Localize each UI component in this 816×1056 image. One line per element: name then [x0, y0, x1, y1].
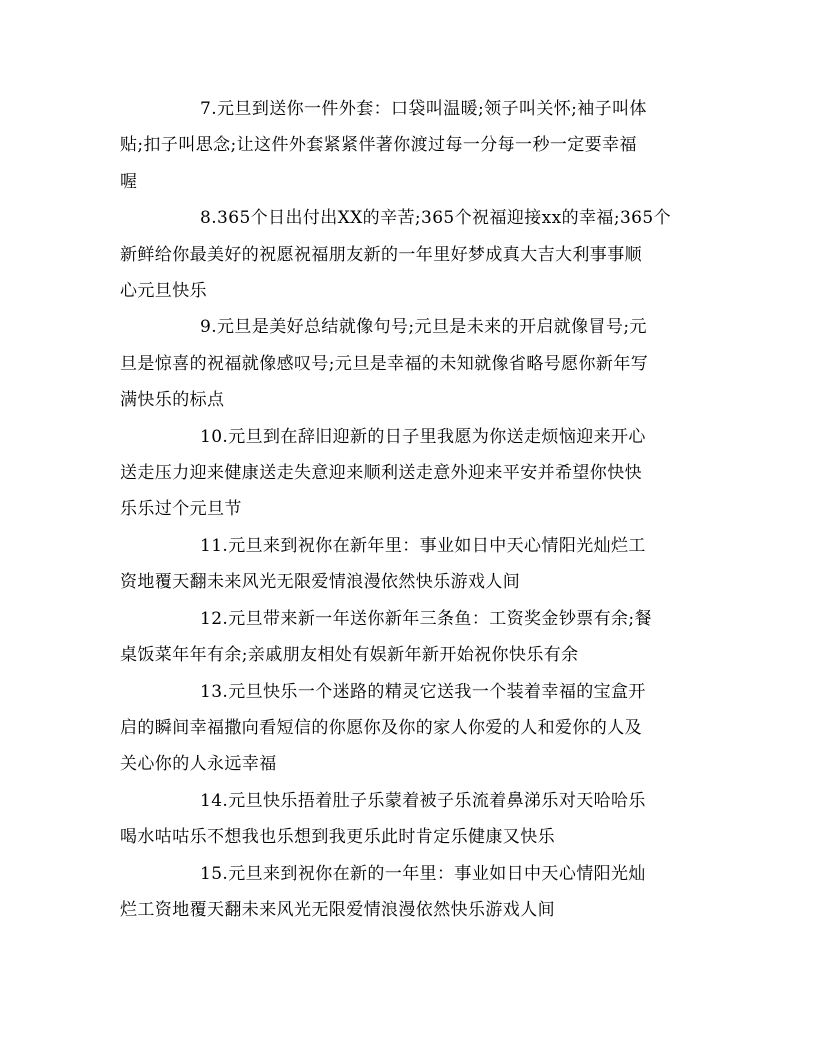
- para-14-line-2: 喝水咕咕乐不想我也乐想到我更乐此时肯定乐健康又快乐: [120, 827, 555, 848]
- document-body: [120, 91, 696, 928]
- paragraph-9: [120, 309, 696, 418]
- para-11-line-1: 11.元旦来到祝你在新年里：事业如日中天心情阳光灿烂工: [200, 535, 646, 556]
- para-9-line-1: 9.元旦是美好总结就像句号;元旦是未来的开启就像冒号;元: [200, 317, 647, 338]
- para-8-line-3: 心元旦快乐: [120, 281, 207, 302]
- paragraph-8: [120, 200, 696, 309]
- para-8-line-1: 8.365个日出付出XX的辛苦;365个祝福迎接xx的幸福;365个: [200, 208, 671, 229]
- para-15-line-2: 烂工资地覆天翻未来风光无限爱情浪漫依然快乐游戏人间: [120, 899, 555, 920]
- paragraph-10: [120, 419, 696, 528]
- paragraph-13: [120, 674, 696, 783]
- paragraph-12: [120, 601, 696, 674]
- paragraph-11: [120, 528, 696, 601]
- para-12-line-2: 桌饭菜年年有余;亲戚朋友相处有娱新年新开始祝你快乐有余: [120, 645, 579, 666]
- paragraph-15: [120, 856, 696, 929]
- para-12-line-1: 12.元旦带来新一年送你新年三条鱼：工资奖金钞票有余;餐: [200, 608, 652, 629]
- para-8-line-2: 新鲜给你最美好的祝愿祝福朋友新的一年里好梦成真大吉大利事事顺: [120, 244, 642, 265]
- para-7-line-3: 喔: [120, 171, 138, 192]
- para-13-line-2: 启的瞬间幸福撒向看短信的你愿你及你的家人你爱的人和爱你的人及: [120, 717, 642, 738]
- para-10-line-3: 乐乐过个元旦节: [120, 499, 242, 520]
- para-9-line-3: 满快乐的标点: [120, 390, 225, 411]
- para-10-line-1: 10.元旦到在辞旧迎新的日子里我愿为你送走烦恼迎来开心: [200, 426, 646, 447]
- para-13-line-1: 13.元旦快乐一个迷路的精灵它送我一个装着幸福的宝盒开: [200, 681, 646, 702]
- para-14-line-1: 14.元旦快乐捂着肚子乐蒙着被子乐流着鼻涕乐对天哈哈乐: [200, 790, 646, 811]
- para-9-line-2: 旦是惊喜的祝福就像感叹号;元旦是幸福的未知就像省略号愿你新年写: [120, 353, 649, 374]
- para-15-line-1: 15.元旦来到祝你在新的一年里：事业如日中天心情阳光灿: [200, 863, 646, 884]
- para-10-line-2: 送走压力迎来健康送走失意迎来顺利送走意外迎来平安并希望你快快: [120, 463, 642, 484]
- para-13-line-3: 关心你的人永远幸福: [120, 754, 277, 775]
- para-7-line-2: 贴;扣子叫思念;让这件外套紧紧伴著你渡过每一分每一秒一定要幸福: [120, 135, 637, 156]
- paragraph-7: [120, 91, 696, 200]
- paragraph-14: [120, 783, 696, 856]
- para-7-line-1: 7.元旦到送你一件外套：口袋叫温暖;领子叫关怀;袖子叫体: [200, 99, 647, 119]
- para-11-line-2: 资地覆天翻未来风光无限爱情浪漫依然快乐游戏人间: [120, 572, 521, 593]
